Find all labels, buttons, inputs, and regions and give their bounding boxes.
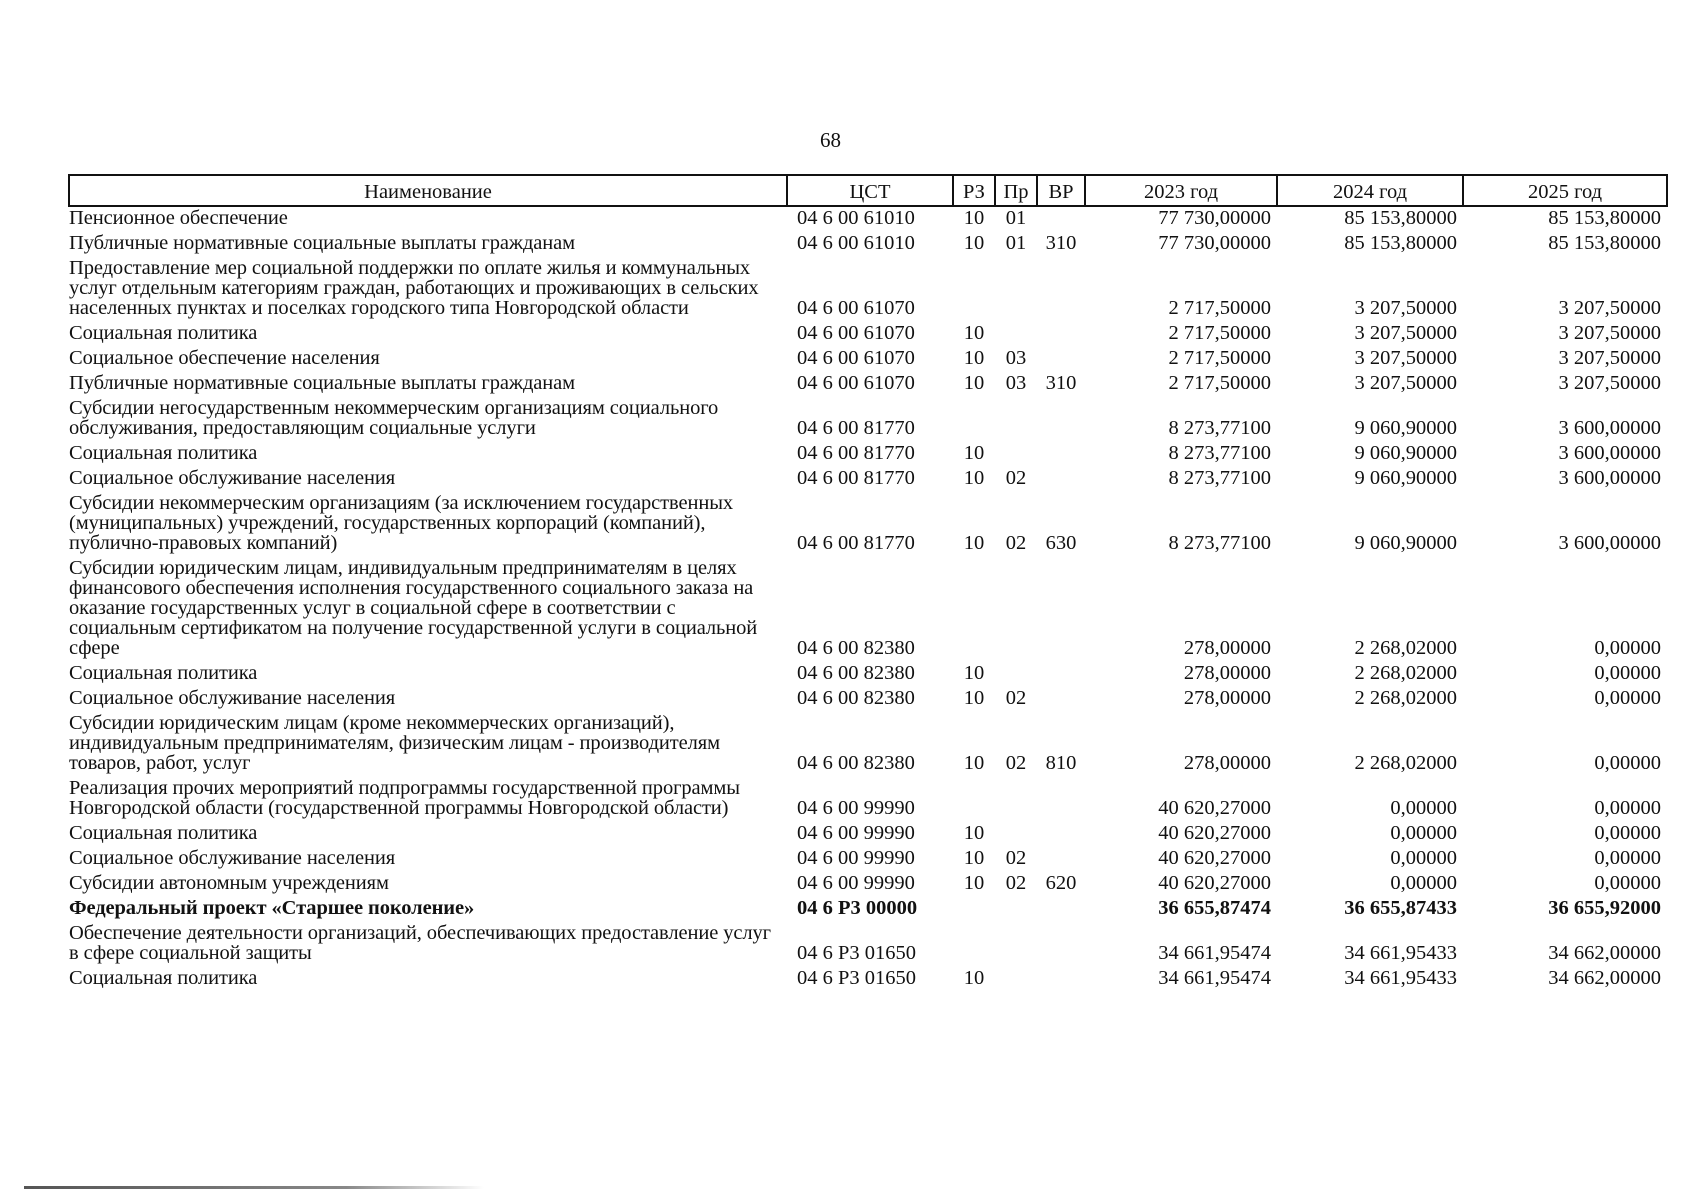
cell-rz: 10 [963,752,985,774]
cell-2025: 0,00000 [1594,687,1661,709]
header-name: Наименование [69,175,787,206]
budget-table [68,174,1668,992]
cell-rz [953,257,995,322]
cell-pr: 01 [1005,207,1027,229]
cell-2023: 8 273,77100 [1168,417,1271,439]
cell-2024: 9 060,90000 [1354,417,1457,439]
cell-2025: 0,00000 [1594,662,1661,684]
cell-2025: 3 207,50000 [1558,322,1661,344]
cell-vr: 310 [1045,372,1077,394]
table-row [69,712,1667,777]
cell-2023: 8 273,77100 [1168,532,1271,554]
cell-2024: 9 060,90000 [1354,467,1457,489]
header-2025: 2025 год [1463,175,1667,206]
cell-name: Социальная политика [69,662,258,684]
cell-cst: 04 6 00 61070 [797,322,915,344]
cell-cst: 04 6 Р3 01650 [797,942,917,964]
cell-vr: 620 [1045,872,1077,894]
cell-vr [1037,206,1085,232]
table-row [69,967,1667,992]
cell-2025: 0,00000 [1594,872,1661,894]
cell-cst: 04 6 Р3 00000 [797,897,918,919]
cell-cst: 04 6 00 61070 [797,347,915,369]
header-pr: Пр [995,175,1037,206]
header-vr: ВР [1037,175,1085,206]
cell-rz [953,897,995,922]
cell-rz: 10 [963,232,985,254]
cell-2025: 3 207,50000 [1558,372,1661,394]
cell-2024: 36 655,87433 [1344,897,1457,919]
cell-2024: 34 661,95433 [1344,942,1457,964]
cell-cst: 04 6 00 82380 [797,687,915,709]
cell-name: Социальное обслуживание населения [69,687,396,709]
cell-2023: 278,00000 [1183,752,1271,774]
cell-name: Социальное обслуживание населения [69,847,396,869]
cell-pr: 01 [1005,232,1027,254]
cell-cst: 04 6 00 99990 [797,847,915,869]
cell-vr [1037,467,1085,492]
cell-2024: 0,00000 [1390,797,1457,819]
cell-2023: 77 730,00000 [1158,207,1271,229]
cell-vr [1037,662,1085,687]
table-row [69,397,1667,442]
cell-2024: 0,00000 [1390,872,1457,894]
cell-rz: 10 [963,207,985,229]
table-row [69,557,1667,662]
cell-pr [995,967,1037,992]
cell-rz: 10 [963,372,985,394]
cell-2023: 34 661,95474 [1158,942,1271,964]
cell-2023: 40 620,27000 [1158,822,1271,844]
cell-rz: 10 [963,347,985,369]
cell-vr [1037,687,1085,712]
cell-pr [995,257,1037,322]
cell-2025: 85 153,80000 [1548,232,1661,254]
cell-rz [953,922,995,967]
cell-rz: 10 [963,872,985,894]
cell-2023: 2 717,50000 [1168,297,1271,319]
cell-cst: 04 6 00 61070 [797,297,915,319]
cell-rz: 10 [963,322,985,344]
cell-2024: 9 060,90000 [1354,532,1457,554]
cell-2024: 0,00000 [1390,847,1457,869]
cell-2024: 85 153,80000 [1344,207,1457,229]
cell-2023: 278,00000 [1183,662,1271,684]
cell-pr: 02 [1005,872,1027,894]
cell-2023: 2 717,50000 [1168,372,1271,394]
cell-rz [953,397,995,442]
cell-2024: 3 207,50000 [1354,347,1457,369]
cell-name: Федеральный проект «Старшее поколение» [69,897,475,919]
cell-2023: 34 661,95474 [1158,967,1271,989]
cell-2023: 278,00000 [1183,637,1271,659]
cell-name: Предоставление мер социальной поддержки по оплате жилья и коммунальных услуг отдельным категориям граждан, работающих и проживающих в сельских населенных пунктах и поселках городского типа Новгородской области [69,257,759,319]
cell-rz [953,777,995,822]
cell-2025: 0,00000 [1594,822,1661,844]
cell-cst: 04 6 00 99990 [797,872,915,894]
cell-name: Субсидии юридическим лицам, индивидуальным предпринимателям в целях финансового обеспечения исполнения государственного социального заказа на оказание государственных услуг в социальной сфере в соответствии с социальным сертификатом на получение государственной услуги в социальной сфере [69,557,758,659]
cell-rz: 10 [963,532,985,554]
cell-cst: 04 6 00 82380 [797,637,915,659]
cell-2023: 40 620,27000 [1158,872,1271,894]
cell-vr [1037,847,1085,872]
cell-name: Реализация прочих мероприятий подпрограммы государственной программы Новгородской области (государственной программы Новгородской области) [69,777,740,819]
cell-2023: 2 717,50000 [1168,347,1271,369]
cell-2024: 2 268,02000 [1354,662,1457,684]
cell-2024: 2 268,02000 [1354,687,1457,709]
cell-2025: 36 655,92000 [1548,897,1661,919]
table-row [69,467,1667,492]
table-row [69,347,1667,372]
cell-rz: 10 [963,967,985,989]
page-number: 68 [820,128,841,152]
cell-vr [1037,922,1085,967]
cell-2024: 3 207,50000 [1354,372,1457,394]
cell-name: Субсидии автономным учреждениям [69,872,389,894]
table-body [69,206,1667,992]
cell-rz: 10 [963,687,985,709]
cell-2025: 3 207,50000 [1558,297,1661,319]
cell-pr: 02 [1005,467,1027,489]
table-row [69,257,1667,322]
table-row [69,442,1667,467]
cell-2025: 85 153,80000 [1548,207,1661,229]
cell-2025: 0,00000 [1594,797,1661,819]
cell-2023: 40 620,27000 [1158,797,1271,819]
cell-2023: 2 717,50000 [1168,322,1271,344]
table-row [69,662,1667,687]
table-row [69,492,1667,557]
cell-2025: 3 600,00000 [1558,442,1661,464]
cell-2023: 40 620,27000 [1158,847,1271,869]
table-row [69,847,1667,872]
table-row [69,322,1667,347]
cell-name: Социальное обеспечение населения [69,347,380,369]
table-row [69,372,1667,397]
cell-2025: 0,00000 [1594,847,1661,869]
cell-2024: 3 207,50000 [1354,322,1457,344]
cell-name: Публичные нормативные социальные выплаты гражданам [69,232,576,254]
header-2023: 2023 год [1085,175,1277,206]
cell-name: Социальная политика [69,967,258,989]
cell-2023: 36 655,87474 [1158,897,1271,919]
cell-name: Субсидии некоммерческим организациям (за исключением государственных (муниципальных) учреждений, государственных корпораций (компаний), публично-правовых компаний) [69,492,734,554]
cell-pr [995,662,1037,687]
cell-vr: 630 [1045,532,1077,554]
cell-pr: 02 [1005,752,1027,774]
header-row [69,175,1667,206]
cell-2024: 85 153,80000 [1344,232,1457,254]
table-row [69,897,1667,922]
cell-2024: 2 268,02000 [1354,752,1457,774]
cell-2025: 3 207,50000 [1558,347,1661,369]
cell-2025: 3 600,00000 [1558,467,1661,489]
cell-pr [995,322,1037,347]
scan-artifact-line [24,1186,484,1189]
cell-rz: 10 [963,847,985,869]
cell-vr: 810 [1045,752,1077,774]
cell-pr [995,922,1037,967]
cell-name: Субсидии негосударственным некоммерческим организациям социального обслуживания, предоставляющим социальные услуги [69,397,719,439]
cell-2023: 77 730,00000 [1158,232,1271,254]
cell-2024: 34 661,95433 [1344,967,1457,989]
cell-pr [995,897,1037,922]
cell-vr [1037,822,1085,847]
header-cst: ЦСТ [787,175,953,206]
cell-cst: 04 6 00 99990 [797,822,915,844]
cell-2025: 3 600,00000 [1558,532,1661,554]
cell-name: Социальное обслуживание населения [69,467,396,489]
cell-2025: 34 662,00000 [1548,942,1661,964]
cell-2025: 0,00000 [1594,752,1661,774]
cell-name: Публичные нормативные социальные выплаты гражданам [69,372,576,394]
table-header [69,175,1667,206]
cell-2024: 2 268,02000 [1354,637,1457,659]
cell-pr [995,442,1037,467]
table-row [69,687,1667,712]
cell-pr [995,822,1037,847]
cell-pr: 03 [1005,372,1027,394]
cell-cst: 04 6 00 81770 [797,467,915,489]
cell-name: Социальная политика [69,822,258,844]
cell-cst: 04 6 00 99990 [797,797,915,819]
cell-cst: 04 6 00 81770 [797,417,915,439]
header-2024: 2024 год [1277,175,1463,206]
table-row [69,822,1667,847]
cell-2025: 3 600,00000 [1558,417,1661,439]
cell-name: Обеспечение деятельности организаций, обеспечивающих предоставление услуг в сфере социальной защиты [69,922,771,964]
cell-cst: 04 6 00 82380 [797,752,915,774]
cell-vr [1037,322,1085,347]
header-rz: РЗ [953,175,995,206]
cell-rz: 10 [963,822,985,844]
cell-2025: 34 662,00000 [1548,967,1661,989]
cell-rz: 10 [963,662,985,684]
cell-cst: 04 6 00 81770 [797,442,915,464]
cell-2024: 0,00000 [1390,822,1457,844]
cell-vr [1037,557,1085,662]
cell-rz: 10 [963,467,985,489]
table-row [69,777,1667,822]
cell-pr [995,557,1037,662]
cell-cst: 04 6 00 82380 [797,662,915,684]
table-row [69,872,1667,897]
cell-2025: 0,00000 [1594,637,1661,659]
cell-vr [1037,967,1085,992]
cell-vr [1037,777,1085,822]
table-row [69,232,1667,257]
cell-pr: 02 [1005,532,1027,554]
cell-vr [1037,257,1085,322]
cell-rz [953,557,995,662]
cell-2023: 8 273,77100 [1168,442,1271,464]
cell-name: Субсидии юридическим лицам (кроме некоммерческих организаций), индивидуальным предпринимателям, физическим лицам - производителям товаров, работ, услуг [69,712,720,774]
cell-pr [995,397,1037,442]
cell-pr: 02 [1005,847,1027,869]
cell-2024: 3 207,50000 [1354,297,1457,319]
cell-2023: 8 273,77100 [1168,467,1271,489]
cell-pr: 02 [1005,687,1027,709]
cell-2023: 278,00000 [1183,687,1271,709]
cell-vr [1037,897,1085,922]
cell-cst: 04 6 00 81770 [797,532,915,554]
cell-name: Социальная политика [69,442,258,464]
cell-vr [1037,397,1085,442]
cell-pr: 03 [1005,347,1027,369]
cell-vr [1037,347,1085,372]
table-row [69,922,1667,967]
cell-name: Пенсионное обеспечение [69,207,288,229]
cell-cst: 04 6 00 61010 [797,207,915,229]
cell-name: Социальная политика [69,322,258,344]
cell-cst: 04 6 00 61070 [797,372,915,394]
cell-cst: 04 6 Р3 01650 [797,967,917,989]
cell-pr [995,777,1037,822]
cell-vr [1037,442,1085,467]
cell-vr: 310 [1045,232,1077,254]
cell-2024: 9 060,90000 [1354,442,1457,464]
cell-rz: 10 [963,442,985,464]
table-row [69,206,1667,232]
cell-cst: 04 6 00 61010 [797,232,915,254]
